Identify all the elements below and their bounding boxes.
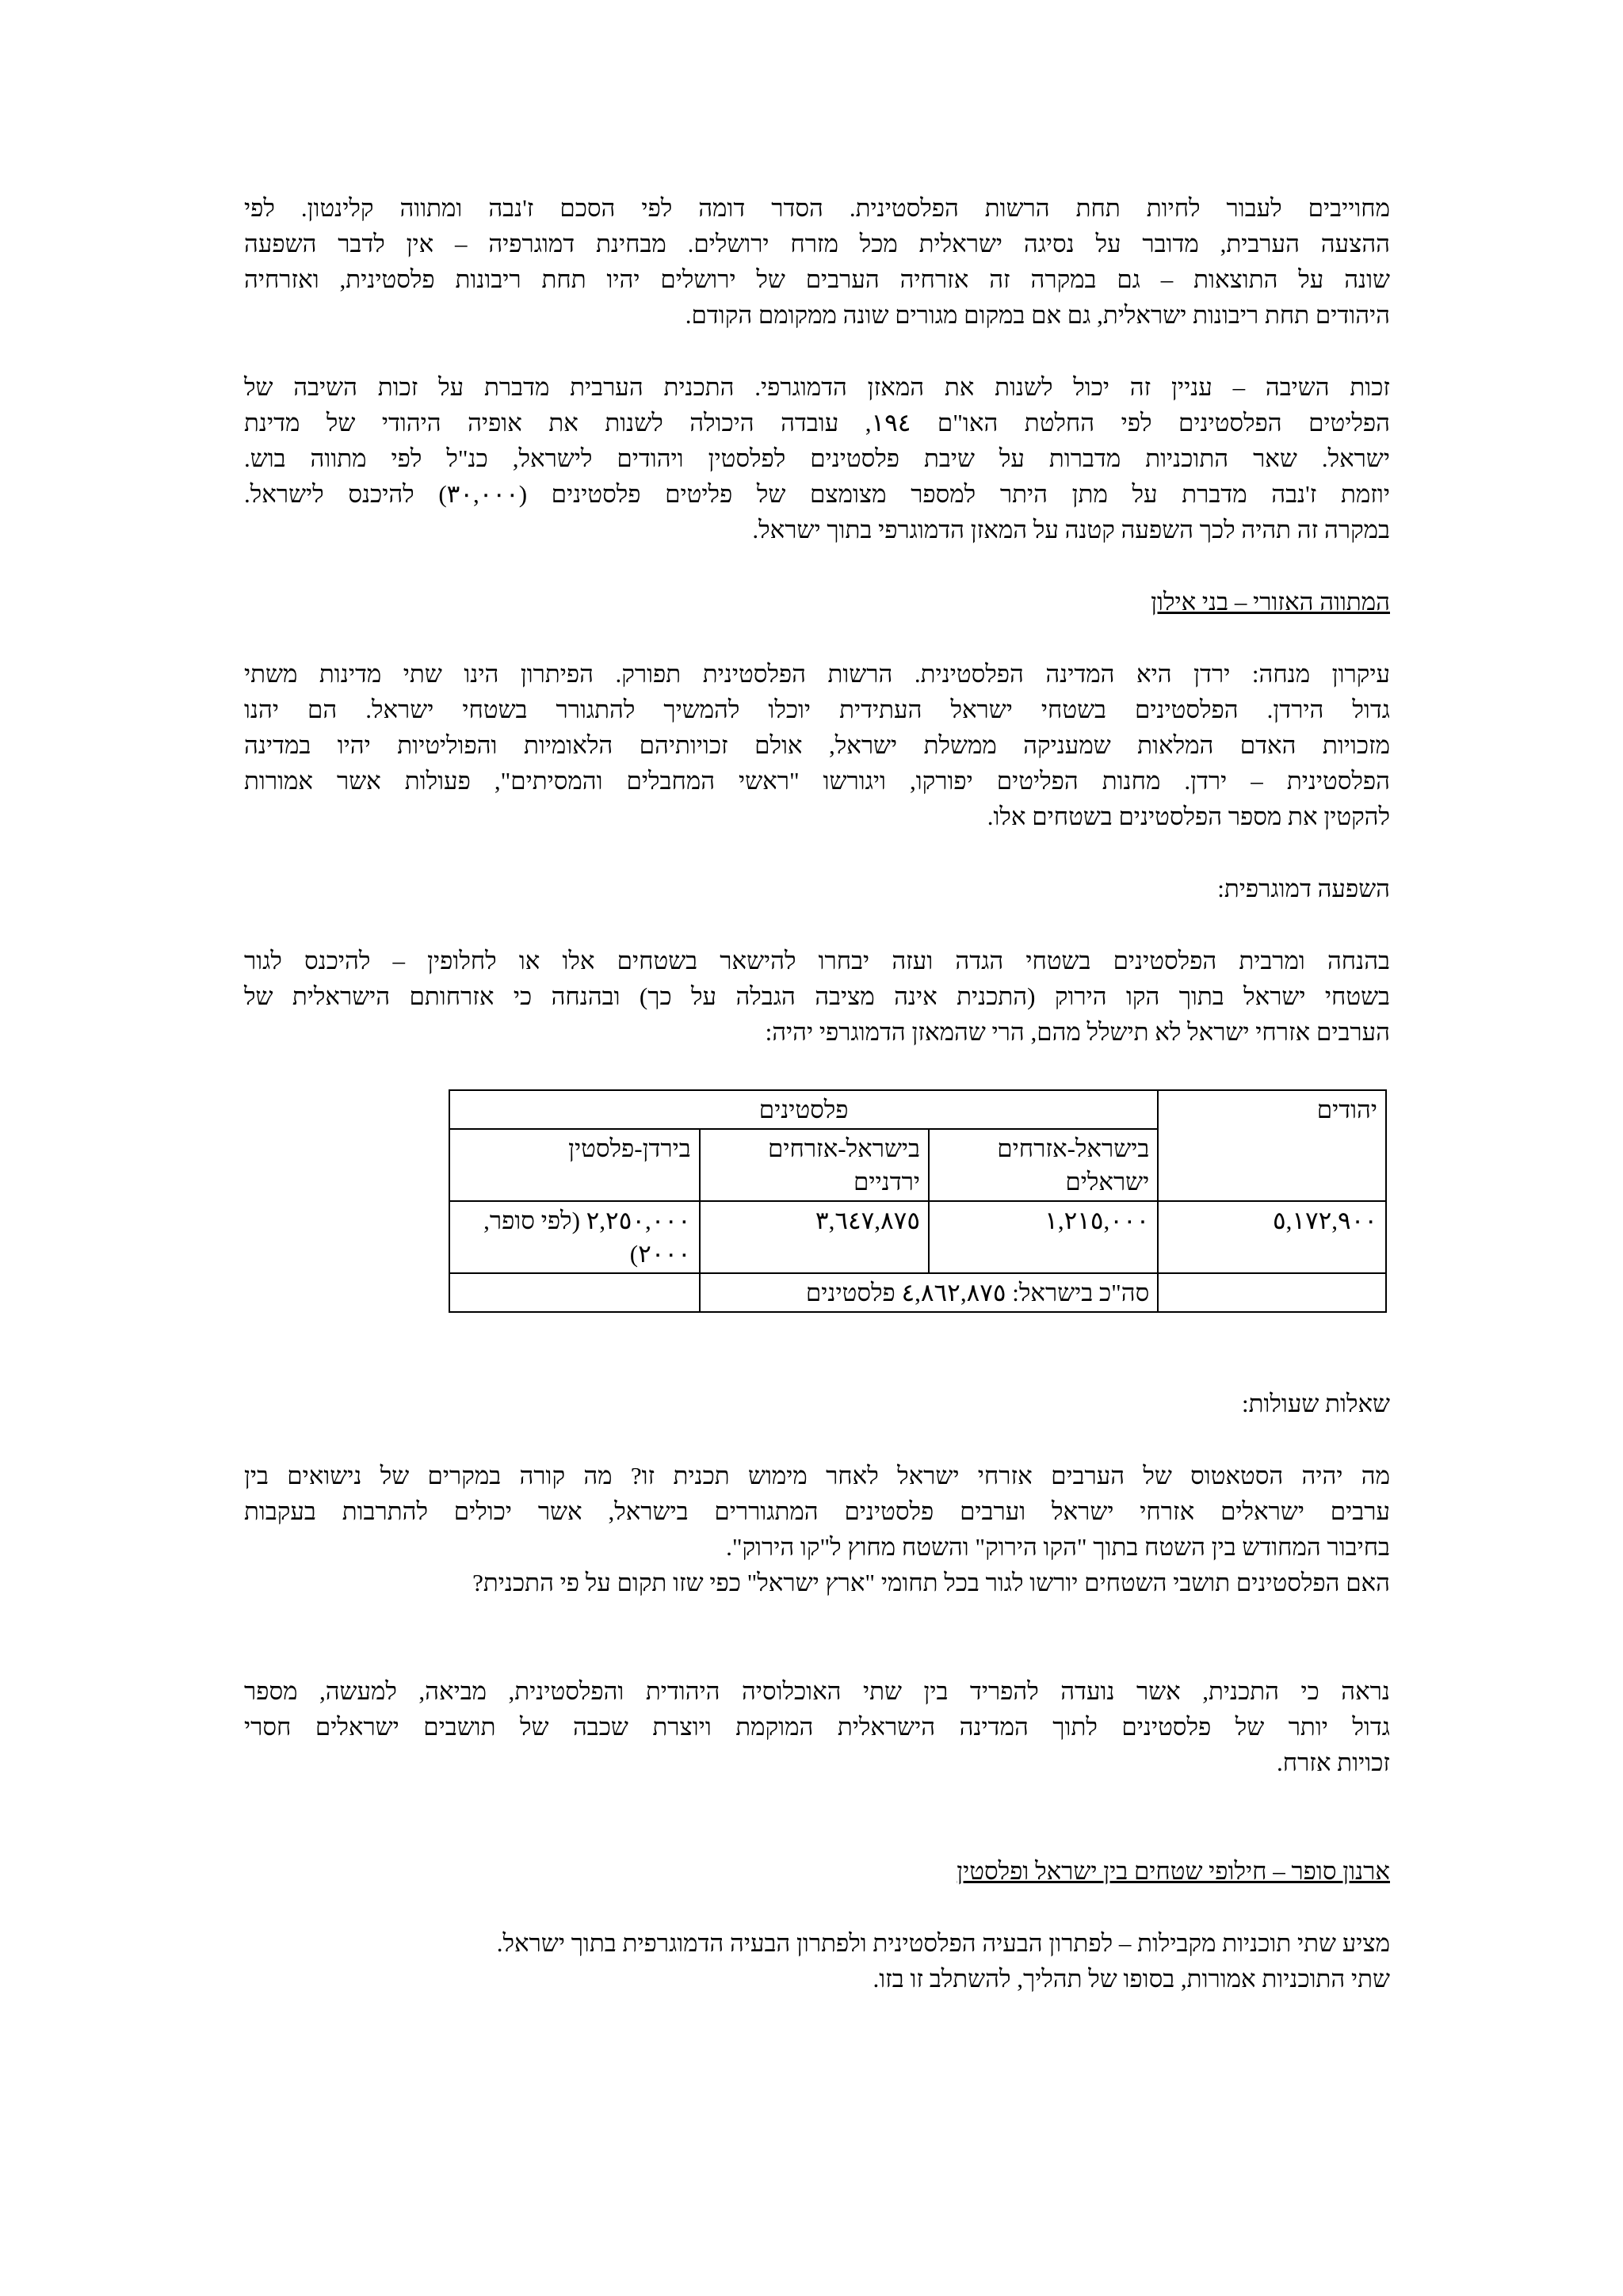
- text-line: בהנחה ומרבית הפלסטינים בשטחי הגדה ועזה יבחרו להישאר בשטחים אלו או לחלופין – להיכנס לגור: [244, 947, 1390, 974]
- section-heading-elon-plan: המתווה האזורי – בני אילון: [1151, 588, 1390, 616]
- text-line: בחיבור המחודש בין השטח בתוך "הקו הירוק" והשטח מחוץ ל"קו הירוק".: [726, 1533, 1390, 1561]
- text-line: הפליטים הפלסטינים לפי החלטת האו"ם ١٩٤, עובדה היכולה לשנות את אופיה היהודי של מדינת: [244, 409, 1390, 437]
- text-line: ההצעה הערבית, מדובר על נסיגה ישראלית מכל מזרח ירושלים. מבחינת דמוגרפיה – אין לדבר השפעה: [244, 230, 1390, 257]
- text-line: הפלסטינית – ירדן. מחנות הפליטים יפורקו, ויגורשו "ראשי המחבלים והמסיתים", פעולות אשר אמורות: [244, 767, 1390, 795]
- text-line: זכויות אזרח.: [1276, 1749, 1390, 1776]
- paragraph-conclusion: [244, 1673, 1390, 1780]
- paragraph-questions: [244, 1458, 1390, 1600]
- cell-israel-jordanian-value: ٣,٦٤٧,٨٧٥: [700, 1201, 929, 1273]
- paragraph-right-of-return: [244, 369, 1390, 547]
- cell-jews-value: ٥,١٧٢,٩٠٠: [1158, 1201, 1386, 1273]
- text-line: ישראל. שאר התוכניות מדברות על שיבת פלסטינים לפלסטין ויהודים לישראל, כנ"ל לפי מתווה בוש.: [244, 444, 1390, 472]
- text-line: שונה על התוצאות – גם במקרה זה אזרחיה הערבים של ירושלים יהיו תחת ריבונות פלסטינית, ואזרחיה: [244, 265, 1390, 293]
- cell-empty: [1158, 1273, 1386, 1312]
- text-line: ערבים ישראלים אזרחי ישראל וערבים פלסטינים המתגוררים בישראל, אשר יכולים להתרבות בעקבות: [244, 1497, 1390, 1525]
- label-demographic-impact: השפעה דמוגרפית:: [1217, 875, 1390, 902]
- header-israel-citizens: בישראל-אזרחים ישראלים: [929, 1129, 1158, 1201]
- text-line: האם הפלסטינים תושבי השטחים יורשו לגור בכל תחומי "ארץ ישראל" כפי שזו תקום על פי התכנית?: [472, 1569, 1390, 1596]
- cell-total-palestinians: סה"כ בישראל: ٤,٨٦٢,٨٧٥ פלסטינים: [700, 1273, 1159, 1312]
- text-line: שתי התוכניות אמורות, בסופו של תהליך, להשתלב זו בזו.: [873, 1965, 1390, 1993]
- header-palestinians: פלסטינים: [449, 1090, 1158, 1129]
- header-israel-jordanian: בישראל-אזרחים ירדניים: [700, 1129, 929, 1201]
- paragraph-assumption: [244, 943, 1390, 1050]
- paragraph-jerusalem: [244, 190, 1390, 333]
- cell-jordan-palestine-value: ٢,٢٥٠,٠٠٠ (לפי סופר, ٢٠٠٠): [449, 1201, 700, 1273]
- text-line: מה יהיה הסטאטוס של הערבים אזרחי ישראל לאחר מימוש תכנית זו? מה קורה במקרים של נישואים בין: [244, 1462, 1390, 1489]
- text-line: היהודים תחת ריבונות ישראלית, גם אם במקום מגורים שונה ממקומם הקודם.: [685, 301, 1390, 329]
- cell-empty: [449, 1273, 700, 1312]
- text-line: מזכויות האדם המלאות שמעניקה ממשלת ישראל, אולם זכויותיהם הלאומיות והפוליטיות יהיו במדינה: [244, 731, 1390, 759]
- text-line: זכות השיבה – עניין זה יכול לשנות את המאזן הדמוגרפי. התכנית הערבית מדברת על זכות השיבה של: [244, 373, 1390, 401]
- text-line: מחוייבים לעבור לחיות תחת הרשות הפלסטינית. הסדר דומה לפי הסכם ז'נבה ומתווה קלינטון. לפי: [244, 194, 1390, 222]
- header-jews: יהודים: [1158, 1090, 1386, 1201]
- text-line: להקטין את מספר הפלסטינים בשטחים אלו.: [987, 803, 1390, 830]
- document-page: [244, 190, 1390, 1997]
- label-questions: שאלות שעולות:: [1241, 1390, 1390, 1417]
- text-line: גדול יותר של פלסטינים לתוך המדינה הישראלית המוקמת ויוצרת שכבה של תושבים ישראלים חסרי: [244, 1713, 1390, 1741]
- section-heading-soffer-plan: ארנון סופר – חילופי שטחים בין ישראל ופלסטין: [957, 1857, 1390, 1885]
- cell-israel-citizens-value: ١,٢١٥,٠٠٠: [929, 1201, 1158, 1273]
- text-line: עיקרון מנחה: ירדן היא המדינה הפלסטינית. הרשות הפלסטינית תפורק. הפיתרון הינו שתי מדינות משתי: [244, 660, 1390, 688]
- paragraph-soffer-proposal: [244, 1925, 1390, 1997]
- demographic-table: [449, 1089, 1387, 1313]
- text-line: מציע שתי תוכניות מקבילות – לפתרון הבעיה הפלסטינית ולפתרון הבעיה הדמוגרפית בתוך ישראל.: [496, 1929, 1390, 1957]
- text-line: נראה כי התכנית, אשר נועדה להפריד בין שתי האוכלוסיה היהודית והפלסטינית, מביאה, למעשה, מספר: [244, 1677, 1390, 1705]
- text-line: יוזמת ז'נבה מדברת על מתן היתר למספר מצומצם של פליטים פלסטינים (٣٠,٠٠٠) להיכנס לישראל.: [244, 480, 1390, 508]
- text-line: הערבים אזרחי ישראל לא תישלל מהם, הרי שהמאזן הדמוגרפי יהיה:: [765, 1018, 1390, 1046]
- header-jordan-palestine: בירדן-פלסטין: [449, 1129, 700, 1201]
- paragraph-guiding-principle: [244, 656, 1390, 834]
- text-line: גדול הירדן. הפלסטינים בשטחי ישראל העתידית יוכלו להמשיך להתגורר בשטחי ישראל. הם יהנו: [244, 696, 1390, 723]
- text-line: בשטחי ישראל בתוך הקו הירוק (התכנית אינה מציבה הגבלה על כך) ובהנחה כי אזרחותם הישראלית של: [244, 982, 1390, 1010]
- text-line: במקרה זה תהיה לכך השפעה קטנה על המאזן הדמוגרפי בתוך ישראל.: [752, 516, 1390, 543]
